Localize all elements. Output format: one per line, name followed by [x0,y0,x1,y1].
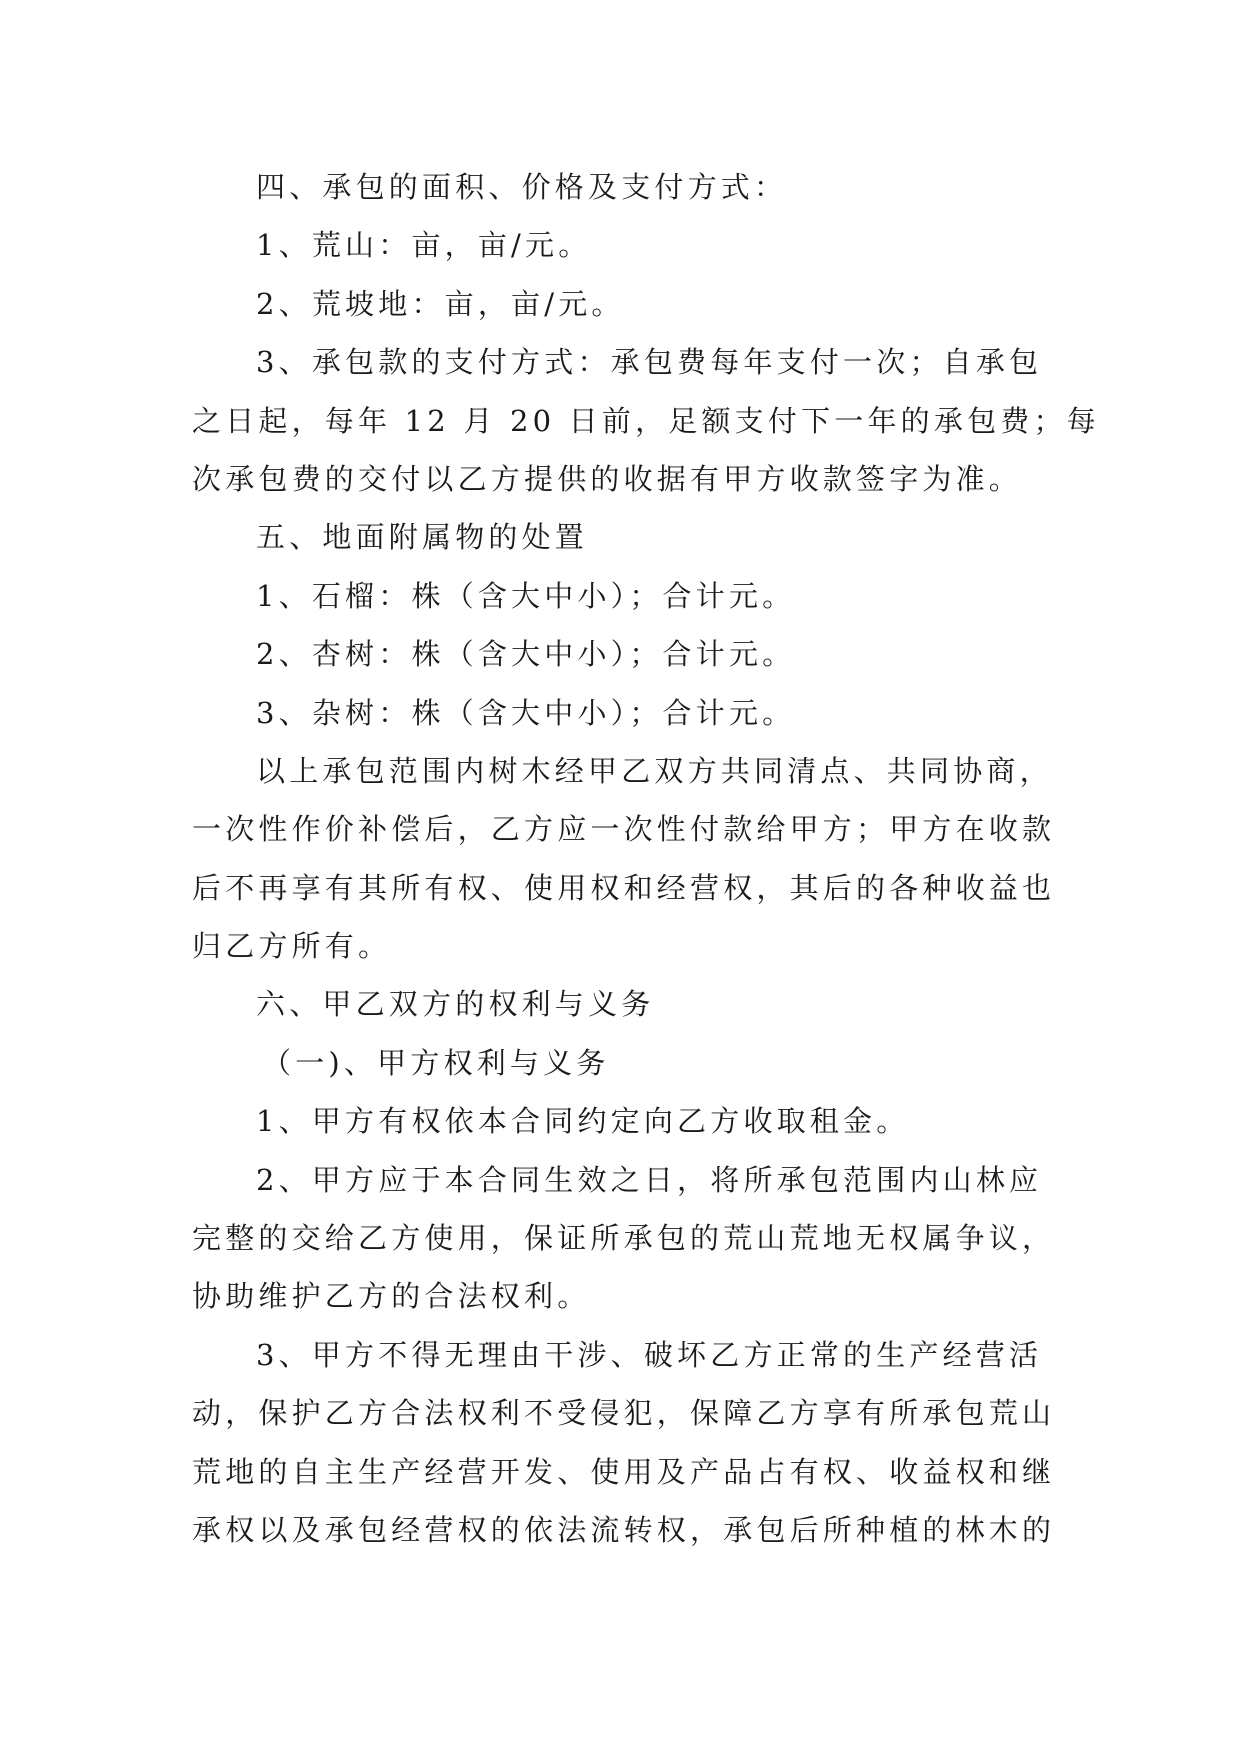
paragraph-line: 3、甲方不得无理由干涉、破坏乙方正常的生产经营活 [256,1337,1043,1372]
list-item: 1、荒山：亩，亩/元。 [256,228,592,263]
paragraph-line: 以上承包范围内树木经甲乙双方共同清点、共同协商， [256,753,1053,788]
paragraph-line: 2、甲方应于本合同生效之日，将所承包范围内山林应 [256,1162,1043,1197]
section-heading-4: 四、承包的面积、价格及支付方式： [256,170,788,204]
list-item: 1、石榴：株（含大中小）；合计元。 [256,578,796,613]
subsection-heading: （一)、甲方权利与义务 [262,1045,610,1080]
paragraph-line: 3、承包款的支付方式：承包费每年支付一次；自承包 [256,345,1043,380]
paragraph-line: 一次性作价补偿后，乙方应一次性付款给甲方；甲方在收款 [192,812,1056,847]
paragraph-line: 协助维护乙方的合法权利。 [192,1279,591,1314]
paragraph-line: 次承包费的交付以乙方提供的收据有甲方收款签字为准。 [192,461,1023,496]
paragraph-line: 后不再享有其所有权、使用权和经营权，其后的各种收益也 [192,870,1056,905]
document-body [192,158,1100,1559]
paragraph-line: 完整的交给乙方使用，保证所承包的荒山荒地无权属争议， [192,1221,1056,1256]
paragraph-line: 荒地的自主生产经营开发、使用及产品占有权、收益权和继 [192,1454,1056,1489]
paragraph-line: 承权以及承包经营权的依法流转权，承包后所种植的林木的 [192,1512,1056,1547]
list-item: 1、甲方有权依本合同约定向乙方收取租金。 [256,1104,910,1139]
list-item: 3、杂树：株（含大中小）；合计元。 [256,695,796,730]
list-item: 2、荒坡地：亩，亩/元。 [256,286,625,321]
section-heading-5: 五、地面附属物的处置 [256,520,589,555]
list-item: 2、杏树：株（含大中小）；合计元。 [256,637,796,672]
paragraph-line: 归乙方所有。 [192,929,392,964]
section-heading-6: 六、甲乙双方的权利与义务 [256,987,655,1022]
paragraph-line: 动，保护乙方合法权利不受侵犯，保障乙方享有所承包荒山 [192,1396,1056,1431]
paragraph-line: 之日起，每年 12 月 20 日前，足额支付下一年的承包费；每 [192,403,1100,438]
